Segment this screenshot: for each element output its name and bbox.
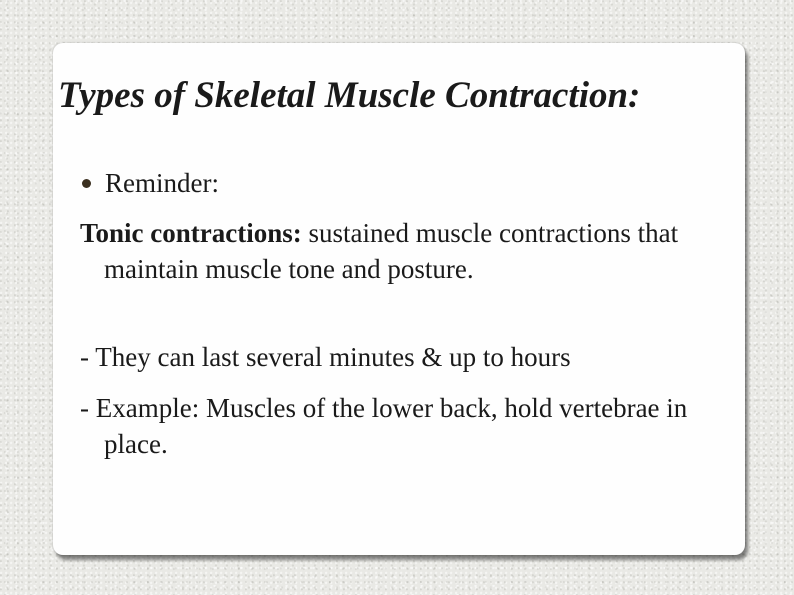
bullet-text: Reminder: — [105, 168, 219, 198]
definition-paragraph — [80, 215, 700, 287]
point-example: - Example: Muscles of the lower back, hold vertebrae in place. — [80, 393, 688, 459]
bullet-reminder — [80, 167, 219, 199]
slide-title: Types of Skeletal Muscle Contraction: — [58, 75, 641, 116]
bullet-dot-icon — [82, 179, 91, 188]
definition-text: sustained muscle contractions that maintain muscle tone and posture. — [104, 218, 679, 284]
point-duration: - They can last several minutes & up to hours — [80, 342, 571, 372]
slide-card — [53, 43, 745, 555]
definition-term: Tonic contractions: — [80, 218, 302, 248]
